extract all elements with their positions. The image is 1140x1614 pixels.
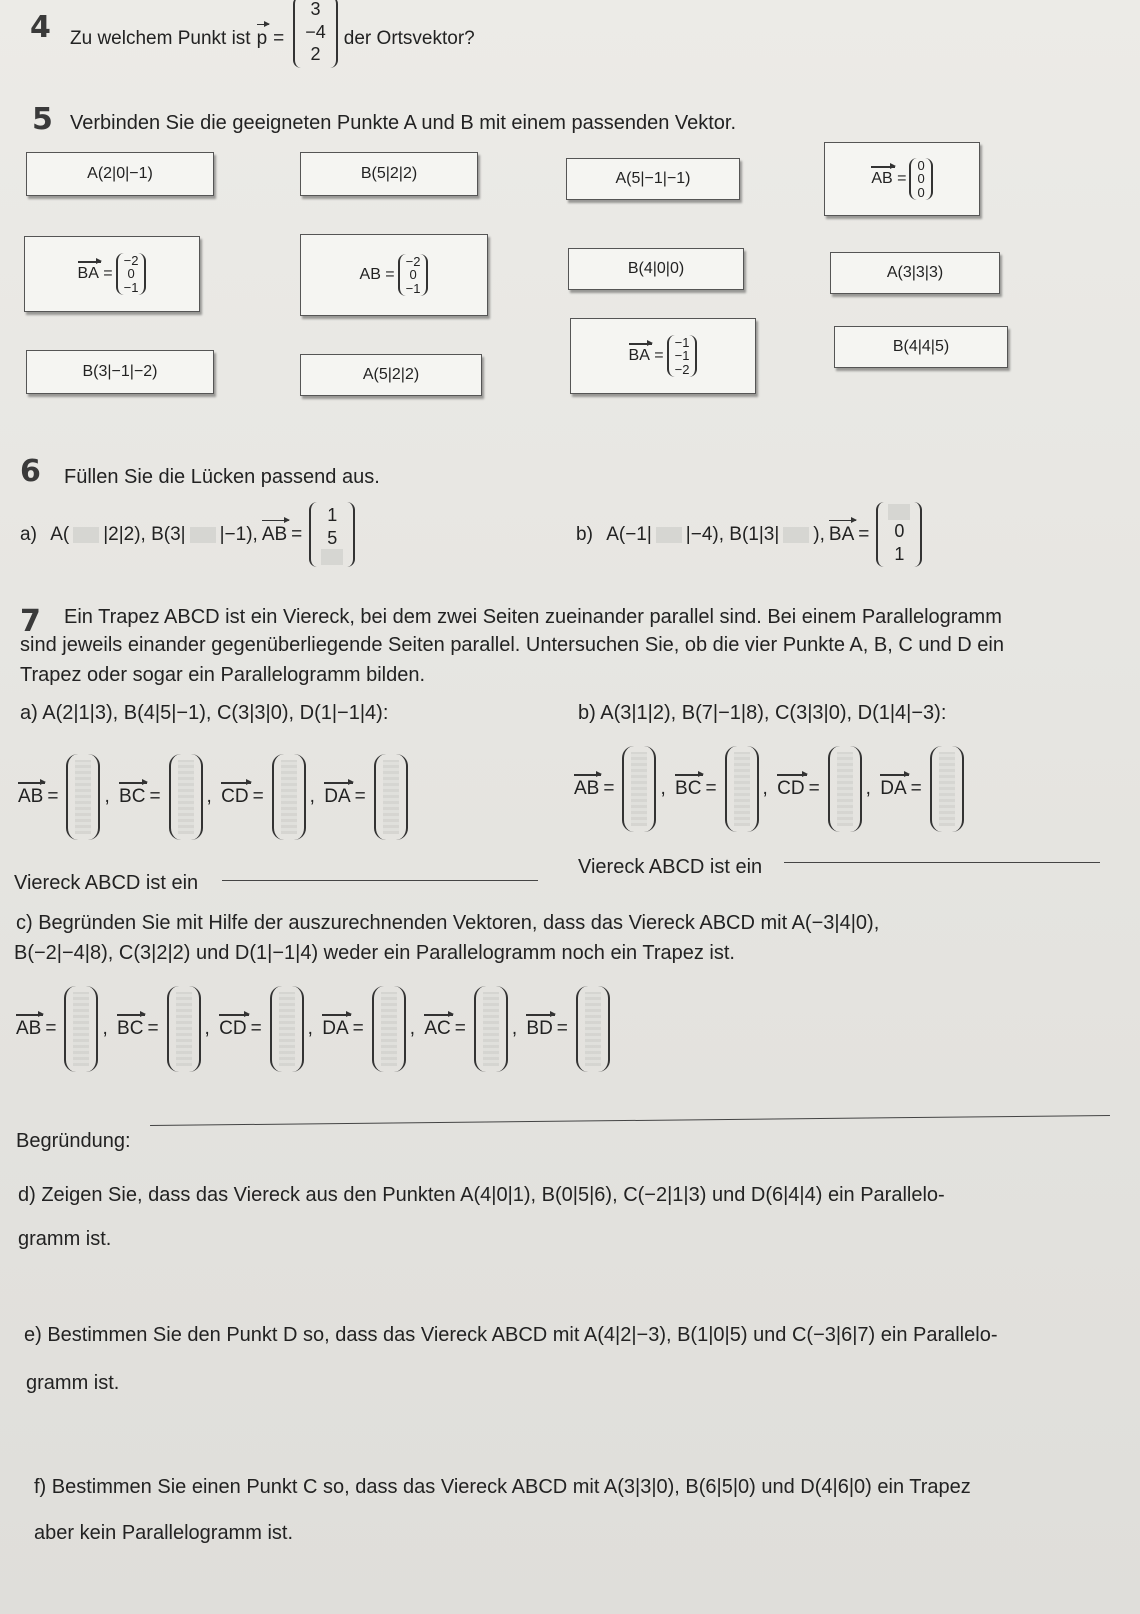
vector-name: AB bbox=[261, 523, 288, 545]
vector-answer-field[interactable] bbox=[64, 986, 98, 1072]
vector-answer-field[interactable] bbox=[272, 754, 306, 840]
task6b-vector bbox=[876, 502, 922, 567]
vec-comp: −1 bbox=[674, 334, 690, 350]
vec-comp: 0 bbox=[127, 266, 135, 282]
vector-name: DA bbox=[324, 786, 351, 807]
task6b-part: A(−1| bbox=[606, 523, 652, 545]
card-point-a-4[interactable] bbox=[300, 354, 482, 396]
vector-answer-field[interactable] bbox=[725, 746, 759, 832]
vector-name: DA bbox=[880, 778, 907, 799]
task5-number: 5 bbox=[32, 102, 53, 137]
task6a-part: A( bbox=[50, 523, 70, 545]
vec-comp: −2 bbox=[674, 361, 690, 377]
vec-comp: 0 bbox=[917, 171, 925, 187]
vec-comp: 2 bbox=[310, 44, 321, 64]
task7a-points: a) A(2|1|3), B(4|5|−1), C(3|3|0), D(1|−1|4): bbox=[20, 702, 389, 724]
vec-comp: 0 bbox=[894, 521, 905, 541]
gap-field[interactable] bbox=[783, 527, 809, 543]
vec-comp: −1 bbox=[405, 280, 421, 296]
task7b-points: b) A(3|1|2), B(7|−1|8), C(3|3|0), D(1|4|−3): bbox=[578, 702, 947, 724]
vector-name: DA bbox=[322, 1018, 349, 1039]
card-label: B(5|2|2) bbox=[360, 165, 418, 182]
gap-field[interactable] bbox=[73, 527, 99, 543]
vec-comp: 0 bbox=[917, 184, 925, 200]
task7c-vectors: AB = , BC = , CD = , DA = , AC = , BD = bbox=[16, 986, 610, 1072]
vector-answer-field[interactable] bbox=[169, 754, 203, 840]
vec-comp: 1 bbox=[327, 505, 338, 525]
task4-question: Zu welchem Punkt ist p = 3 −4 2 der Ortsvektor? bbox=[70, 10, 475, 68]
card-label: B(3|−1|−2) bbox=[82, 363, 158, 380]
card-vector-name: AB bbox=[359, 266, 381, 283]
card-vector-name: BA bbox=[77, 265, 99, 282]
card-vector-components bbox=[909, 158, 932, 201]
task7-intro-line1: Ein Trapez ABCD ist ein Viereck, bei dem zwei Seiten zueinander parallel sind. Bei einem Parallelogramm bbox=[64, 606, 1002, 628]
gap-field[interactable] bbox=[190, 527, 216, 543]
card-label: B(4|4|5) bbox=[892, 338, 950, 355]
task6-number: 6 bbox=[20, 454, 41, 489]
task7d-text-line1: d) Zeigen Sie, dass das Viereck aus den Punkten A(4|0|1), B(0|5|6), C(−2|1|3) und D(6|4|4) ein Parallelo- bbox=[18, 1184, 945, 1206]
task7a-vectors: AB = , BC = , CD = , DA = bbox=[18, 754, 408, 840]
vector-answer-field[interactable] bbox=[828, 746, 862, 832]
task4-text-after: der Ortsvektor? bbox=[343, 27, 475, 49]
task7b-viereck-label: Viereck ABCD ist ein bbox=[578, 856, 763, 878]
gap-field[interactable] bbox=[321, 549, 343, 565]
vector-answer-field[interactable] bbox=[622, 746, 656, 832]
vector-answer-field[interactable] bbox=[374, 754, 408, 840]
task7c-text-line2: B(−2|−4|8), C(3|2|2) und D(1|−1|4) weder ein Parallelogramm noch ein Trapez ist. bbox=[14, 942, 735, 964]
task7d-text-line2: gramm ist. bbox=[18, 1228, 112, 1250]
vec-comp: −2 bbox=[123, 252, 139, 268]
task6a-label: a) bbox=[20, 523, 37, 545]
vec-comp: −1 bbox=[123, 279, 139, 295]
vector-answer-field[interactable] bbox=[930, 746, 964, 832]
vec-comp: 0 bbox=[409, 267, 417, 283]
vector-name: BD bbox=[526, 1018, 553, 1039]
task6a-row: a) A( |2|2), B(3| |−1), AB = 1 5 bbox=[20, 502, 355, 567]
begruendung-label: Begründung: bbox=[16, 1130, 131, 1152]
card-point-a-3[interactable] bbox=[830, 252, 1000, 294]
vec-comp: 5 bbox=[327, 527, 338, 548]
card-vector-components bbox=[116, 253, 147, 296]
task6b-part: |−4), B(1|3| bbox=[685, 523, 780, 545]
task7-number: 7 bbox=[20, 604, 41, 639]
task7e-text-line1: e) Bestimmen Sie den Punkt D so, dass das Viereck ABCD mit A(4|2|−3), B(1|0|5) und C(−3|6|7) ein Parallelo- bbox=[24, 1324, 998, 1346]
card-vector-components bbox=[398, 254, 429, 297]
task6b-part: ), bbox=[813, 523, 825, 545]
card-vector-ab-zero[interactable]: AB = 0 0 0 bbox=[824, 142, 980, 216]
task7a-viereck-label: Viereck ABCD ist ein bbox=[14, 872, 199, 894]
card-label: A(5|−1|−1) bbox=[615, 170, 691, 187]
task7-intro-line3: Trapez oder sogar ein Parallelogramm bilden. bbox=[20, 664, 426, 686]
vec-comp: −1 bbox=[674, 348, 690, 364]
vector-p-label: p bbox=[256, 27, 268, 49]
task7a-answer-line[interactable] bbox=[222, 880, 538, 881]
vec-comp: −4 bbox=[305, 21, 326, 42]
gap-field[interactable] bbox=[888, 504, 910, 520]
vector-name: AB bbox=[18, 786, 44, 807]
card-point-a-2[interactable] bbox=[566, 158, 740, 200]
vector-p-components bbox=[293, 0, 338, 68]
vector-name: BC bbox=[117, 1018, 144, 1039]
card-point-b-1[interactable] bbox=[300, 152, 478, 196]
vector-name: AB bbox=[16, 1018, 42, 1039]
task4-number: 4 bbox=[30, 10, 51, 45]
card-label: A(3|3|3) bbox=[886, 264, 944, 281]
card-point-b-2[interactable] bbox=[568, 248, 744, 290]
card-label: B(4|0|0) bbox=[627, 260, 685, 277]
card-point-b-4[interactable] bbox=[26, 350, 214, 394]
card-vector-ab-2[interactable]: AB = −2 0 −1 bbox=[300, 234, 488, 316]
task7b-answer-line[interactable] bbox=[784, 862, 1100, 863]
card-vector-ba-2[interactable]: BA = −1 −1 −2 bbox=[570, 318, 756, 394]
vector-name: BA bbox=[828, 523, 855, 545]
task7f-text-line1: f) Bestimmen Sie einen Punkt C so, dass das Viereck ABCD mit A(3|3|0), B(6|5|0) und D(4|6|0) ein Trapez bbox=[34, 1476, 971, 1498]
vector-answer-field[interactable] bbox=[372, 986, 406, 1072]
vector-answer-field[interactable] bbox=[167, 986, 201, 1072]
vector-answer-field[interactable] bbox=[474, 986, 508, 1072]
vector-name: BC bbox=[675, 778, 702, 799]
task4-text-before: Zu welchem Punkt ist bbox=[70, 27, 251, 49]
vector-name: AC bbox=[424, 1018, 451, 1039]
task6b-row: b) A(−1| |−4), B(1|3| ), BA = 0 1 bbox=[576, 502, 922, 567]
card-point-b-3[interactable] bbox=[834, 326, 1008, 368]
vector-name: CD bbox=[221, 786, 249, 807]
card-label: A(2|0|−1) bbox=[87, 165, 153, 182]
task7c-text-line1: c) Begründen Sie mit Hilfe der auszurechnenden Vektoren, dass das Viereck ABCD mit A(−3|4|0), bbox=[16, 912, 880, 934]
card-vector-name: AB bbox=[871, 170, 893, 187]
task7b-vectors: AB = , BC = , CD = , DA = bbox=[574, 746, 964, 832]
task6a-part: |−1), bbox=[219, 523, 258, 545]
vec-comp: 0 bbox=[917, 157, 925, 173]
card-point-a-1[interactable] bbox=[26, 152, 214, 196]
card-vector-components bbox=[667, 335, 698, 378]
task6-instruction: Füllen Sie die Lücken passend aus. bbox=[64, 466, 380, 488]
task5-instruction: Verbinden Sie die geeigneten Punkte A und B mit einem passenden Vektor. bbox=[70, 112, 737, 134]
task6b-label: b) bbox=[576, 523, 593, 545]
task7-intro-line2: sind jeweils einander gegenüberliegende Seiten parallel. Untersuchen Sie, ob die vier Punkte A, B, C und D ein bbox=[20, 634, 1004, 656]
vector-answer-field[interactable] bbox=[66, 754, 100, 840]
vec-comp: 3 bbox=[310, 0, 321, 19]
vector-answer-field[interactable] bbox=[576, 986, 610, 1072]
card-vector-ba-1[interactable]: BA = −2 0 −1 bbox=[24, 236, 200, 312]
task6a-vector bbox=[309, 502, 355, 567]
vector-name: CD bbox=[219, 1018, 247, 1039]
vector-name: AB bbox=[574, 778, 600, 799]
card-vector-name: BA bbox=[628, 347, 650, 364]
task7e-text-line2: gramm ist. bbox=[26, 1372, 120, 1394]
vector-name: BC bbox=[119, 786, 146, 807]
vector-answer-field[interactable] bbox=[270, 986, 304, 1072]
gap-field[interactable] bbox=[656, 527, 682, 543]
vec-comp: −2 bbox=[405, 253, 421, 269]
card-label: A(5|2|2) bbox=[362, 366, 420, 383]
task6a-part: |2|2), B(3| bbox=[103, 523, 186, 545]
vec-comp: 1 bbox=[894, 543, 905, 564]
begruendung-answer-line[interactable] bbox=[150, 1115, 1110, 1126]
vector-name: CD bbox=[777, 778, 805, 799]
task7f-text-line2: aber kein Parallelogramm ist. bbox=[34, 1522, 293, 1544]
